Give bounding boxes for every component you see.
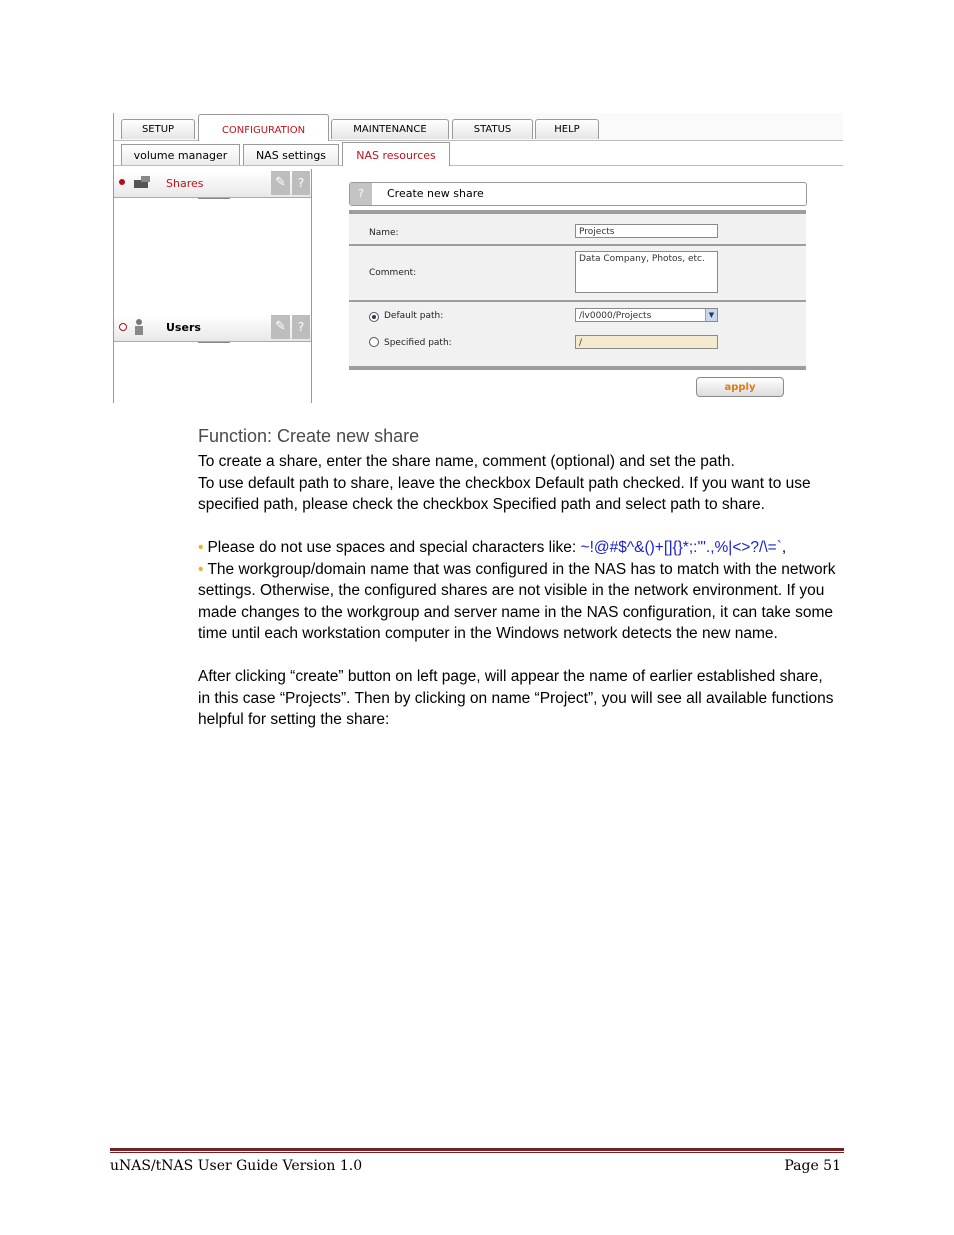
footer-rule — [110, 1152, 844, 1153]
resize-grip[interactable] — [198, 342, 230, 346]
specified-path-input[interactable]: / — [575, 335, 718, 349]
left-panel — [114, 169, 312, 403]
row-divider — [349, 300, 806, 302]
note-special-chars — [198, 537, 838, 559]
row-divider — [349, 244, 806, 246]
apply-button[interactable]: apply — [696, 377, 784, 397]
name-input[interactable]: Projects — [575, 224, 718, 238]
default-path-select[interactable] — [575, 308, 718, 322]
intro-paragraph — [198, 451, 838, 516]
help-icon[interactable]: ? — [292, 171, 310, 195]
section-heading: Function: Create new share — [198, 426, 420, 446]
help-icon[interactable]: ? — [292, 315, 310, 339]
create-share-title: Create new share — [387, 187, 484, 200]
default-path-radio[interactable] — [369, 312, 379, 322]
nas-web-ui-screenshot — [113, 113, 843, 403]
users-label: Users — [166, 321, 201, 334]
bullet-icon: • — [198, 539, 204, 556]
chevron-down-icon[interactable]: ▼ — [705, 309, 717, 321]
help-icon[interactable]: ? — [350, 183, 372, 205]
intro-line-1: To create a share, enter the share name, comment (optional) and set the path. — [198, 453, 735, 470]
shares-icon — [132, 175, 154, 191]
after-create-paragraph: After clicking “create” button on left page, will appear the name of earlier established share, in this case “Projects”. Then by clicking on name “Project”, you will see all available functions helpful for setting the share: — [198, 668, 834, 728]
note-special-chars-text: Please do not use spaces and special characters like: — [207, 539, 581, 556]
wrench-icon[interactable]: ✎ — [271, 315, 290, 339]
comment-label: Comment: — [369, 268, 417, 278]
page-number: Page 51 — [784, 1158, 841, 1174]
resize-grip[interactable] — [198, 198, 230, 202]
wrench-icon[interactable]: ✎ — [271, 171, 290, 195]
notes-list — [198, 537, 838, 645]
tab-configuration[interactable]: CONFIGURATION — [198, 114, 329, 141]
tab-setup[interactable]: SETUP — [121, 119, 195, 139]
specified-path-radio[interactable] — [369, 337, 379, 347]
user-icon — [132, 318, 146, 336]
note-special-chars-tail: , — [781, 539, 787, 556]
tab-nas-settings[interactable]: NAS settings — [243, 144, 339, 165]
sub-tab-bar — [114, 141, 843, 166]
footer-rule — [110, 1148, 844, 1151]
note-workgroup — [198, 559, 838, 645]
users-section-header[interactable] — [114, 315, 311, 342]
main-tab-bar — [114, 113, 843, 141]
name-label: Name: — [369, 228, 399, 238]
comment-textarea[interactable]: Data Company, Photos, etc. — [575, 251, 718, 293]
tab-volume-manager[interactable]: volume manager — [121, 144, 240, 165]
tab-help[interactable]: HELP — [535, 119, 599, 139]
specified-path-label: Specified path: — [384, 338, 452, 348]
default-path-value: /lv0000/Projects — [579, 311, 652, 321]
tab-status[interactable]: STATUS — [452, 119, 533, 139]
create-share-header — [349, 182, 807, 206]
special-chars: ~!@#$^&()+[]{}*;:'".,%|<>?/\=` — [580, 539, 782, 556]
shares-label: Shares — [166, 177, 204, 190]
footer-title: uNAS/tNAS User Guide Version 1.0 — [110, 1158, 363, 1174]
default-path-label: Default path: — [384, 311, 444, 321]
intro-line-2: To use default path to share, leave the checkbox Default path checked. If you want to use specified path, please check the checkbox Specified path and select path to share. — [198, 474, 811, 513]
create-share-form — [349, 210, 806, 370]
pin-icon — [119, 179, 125, 185]
pin-icon — [119, 323, 127, 331]
bullet-icon: • — [198, 560, 204, 578]
tab-nas-resources[interactable]: NAS resources — [342, 142, 450, 166]
shares-section-header[interactable] — [114, 171, 311, 198]
tab-maintenance[interactable]: MAINTENANCE — [331, 119, 449, 139]
note-workgroup-text: The workgroup/domain name that was configured in the NAS has to match with the network settings. Otherwise, the configured shares are not visible in the network environment. If you made changes to the workgroup and server name in the NAS configuration, it can take some time until each workstation computer in the Windows network detects the new name. — [198, 560, 836, 642]
